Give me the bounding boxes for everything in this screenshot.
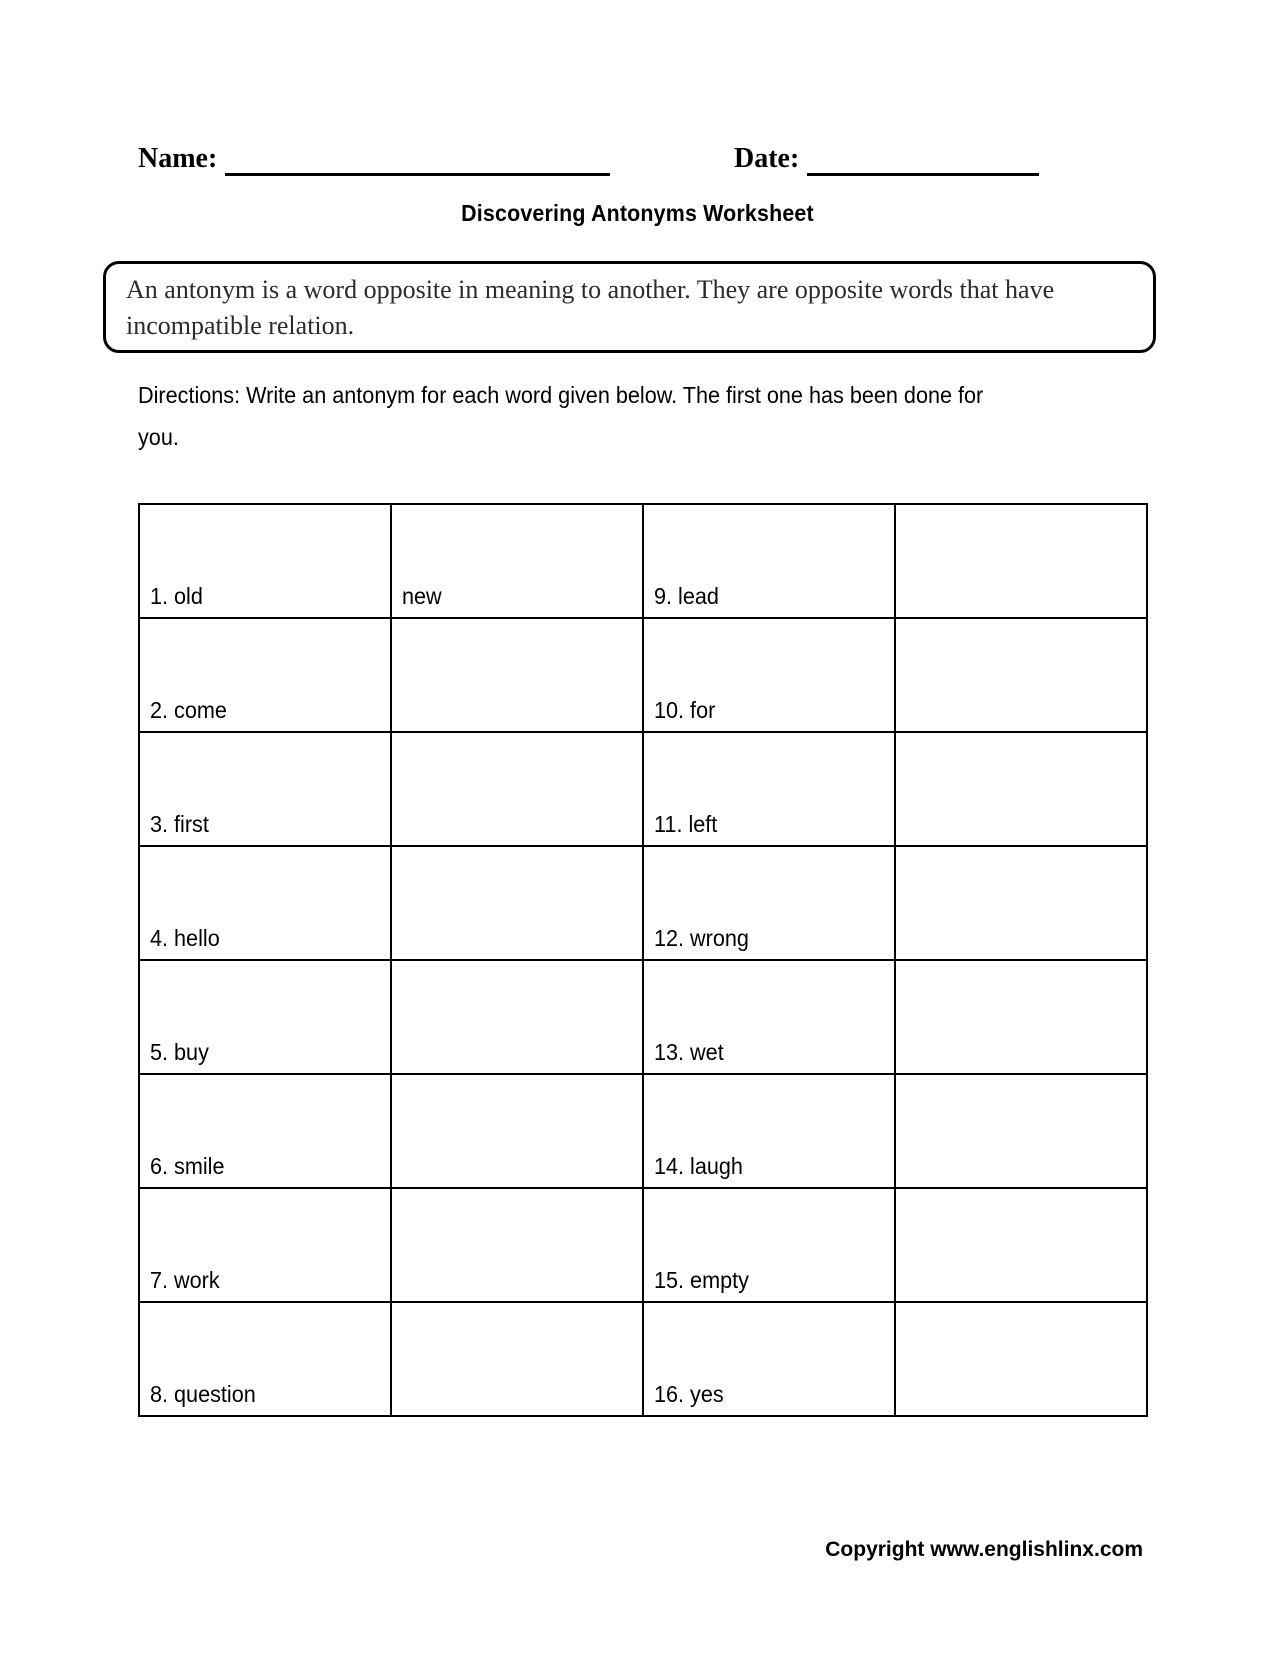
term-cell: 9. lead xyxy=(643,504,895,618)
table-row xyxy=(139,846,1147,960)
term-cell: 15. empty xyxy=(643,1188,895,1302)
directions-text: Directions: Write an antonym for each word given below. The first one has been done for you. xyxy=(138,382,984,450)
antonyms-table-body xyxy=(139,504,1147,1416)
answer-cell[interactable] xyxy=(391,618,643,732)
date-label: Date: xyxy=(734,143,800,174)
answer-cell[interactable] xyxy=(391,1074,643,1188)
term-cell: 3. first xyxy=(139,732,391,846)
name-field-group xyxy=(138,142,610,176)
term-cell: 11. left xyxy=(643,732,895,846)
term-cell: 6. smile xyxy=(139,1074,391,1188)
table-row xyxy=(139,1074,1147,1188)
term-cell: 7. work xyxy=(139,1188,391,1302)
table-row xyxy=(139,732,1147,846)
answer-cell[interactable] xyxy=(895,1302,1147,1416)
table-row xyxy=(139,618,1147,732)
answer-cell[interactable] xyxy=(895,960,1147,1074)
term-cell: 13. wet xyxy=(643,960,895,1074)
term-cell: 12. wrong xyxy=(643,846,895,960)
answer-cell[interactable] xyxy=(895,618,1147,732)
term-cell: 4. hello xyxy=(139,846,391,960)
term-cell: 1. old xyxy=(139,504,391,618)
answer-cell[interactable]: new xyxy=(391,504,643,618)
answer-cell[interactable] xyxy=(391,960,643,1074)
term-cell: 8. question xyxy=(139,1302,391,1416)
answer-cell[interactable] xyxy=(391,1302,643,1416)
answer-cell[interactable] xyxy=(391,846,643,960)
date-write-line[interactable] xyxy=(807,147,1039,176)
definition-text: An antonym is a word opposite in meaning to another. They are opposite words that have incompatible relation. xyxy=(126,275,1055,340)
table-row xyxy=(139,1302,1147,1416)
answer-cell[interactable] xyxy=(895,846,1147,960)
name-date-row xyxy=(138,142,1058,186)
table-row xyxy=(139,960,1147,1074)
page-title: Discovering Antonyms Worksheet xyxy=(461,200,814,226)
table-row xyxy=(139,504,1147,618)
answer-cell[interactable] xyxy=(391,732,643,846)
date-field-group xyxy=(734,142,1039,176)
term-cell: 16. yes xyxy=(643,1302,895,1416)
term-cell: 10. for xyxy=(643,618,895,732)
name-write-line[interactable] xyxy=(225,147,610,176)
answer-cell[interactable] xyxy=(895,732,1147,846)
answer-cell[interactable] xyxy=(895,1074,1147,1188)
table-row xyxy=(139,1188,1147,1302)
name-label: Name: xyxy=(138,143,218,174)
antonyms-table xyxy=(138,503,1148,1417)
answer-cell[interactable] xyxy=(895,1188,1147,1302)
answer-cell[interactable] xyxy=(895,504,1147,618)
definition-callout-box xyxy=(103,261,1156,353)
term-cell: 5. buy xyxy=(139,960,391,1074)
term-cell: 14. laugh xyxy=(643,1074,895,1188)
term-cell: 2. come xyxy=(139,618,391,732)
copyright-notice: Copyright www.englishlinx.com xyxy=(825,1538,1143,1561)
answer-cell[interactable] xyxy=(391,1188,643,1302)
